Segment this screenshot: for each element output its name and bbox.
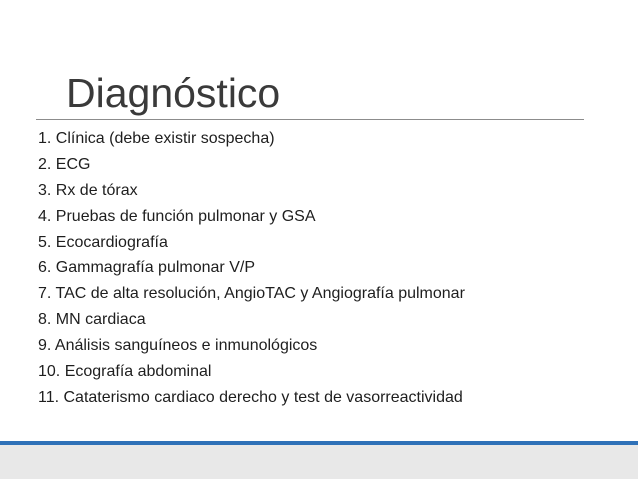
list-item: 7. TAC de alta resolución, AngioTAC y Angiografía pulmonar — [38, 285, 465, 303]
list-item: 1. Clínica (debe existir sospecha) — [38, 130, 275, 147]
list-item: 2. ECG — [38, 155, 91, 173]
slide-title: Diagnóstico — [66, 70, 281, 116]
diagnosis-list — [38, 126, 465, 411]
list-item: 5. Ecocardiografía — [38, 233, 168, 251]
list-item: 11. Cataterismo cardiaco derecho y test de vasorreactividad — [38, 388, 463, 406]
list-item: 6. Gammagrafía pulmonar V/P — [38, 259, 255, 277]
list-item: 9. Análisis sanguíneos e inmunológicos — [38, 337, 318, 355]
list-item: 3. Rx de tórax — [38, 181, 138, 199]
list-item: 10. Ecografía abdominal — [38, 363, 212, 381]
footer-band — [0, 445, 638, 479]
list-item: 4. Pruebas de función pulmonar y GSA — [38, 207, 316, 225]
title-divider — [36, 119, 584, 120]
list-item: 8. MN cardiaca — [38, 311, 146, 329]
